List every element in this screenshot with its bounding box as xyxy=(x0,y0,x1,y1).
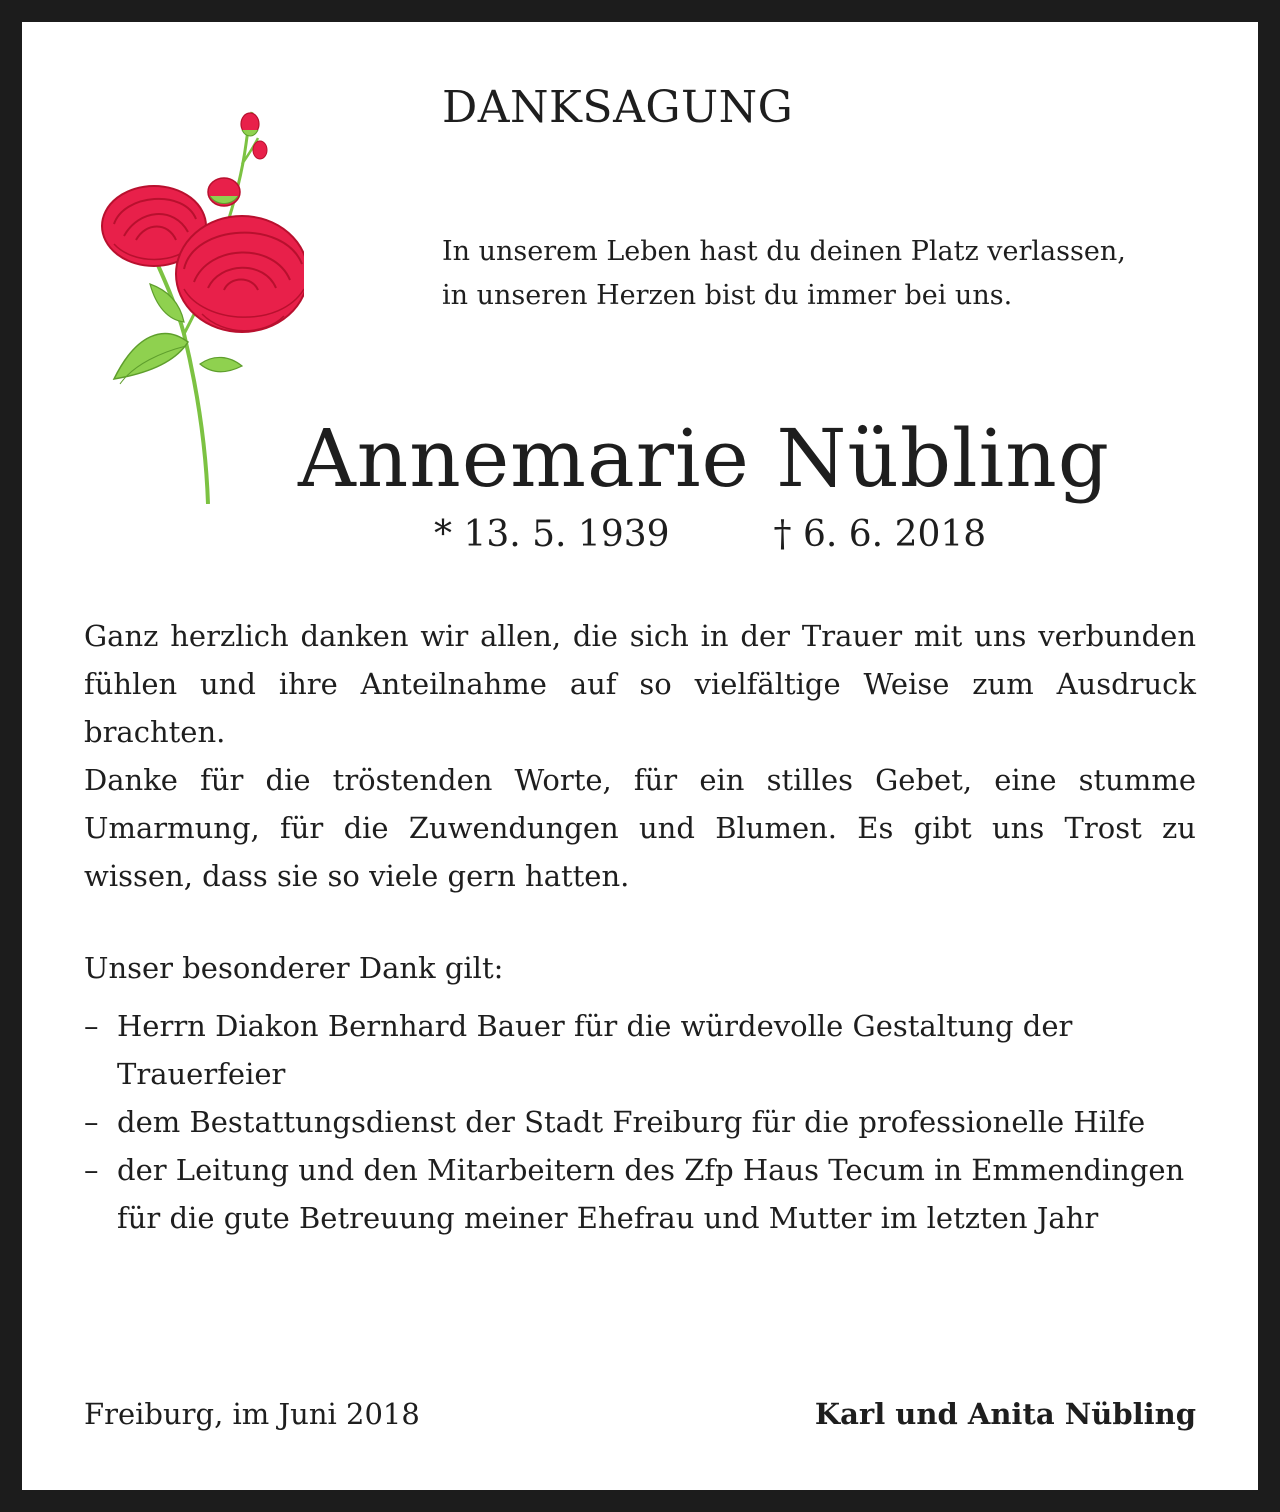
notice-heading: DANKSAGUNG xyxy=(442,82,794,133)
thanks-paragraph: Danke für die tröstenden Worte, für ein stilles Gebet, eine stumme Umarmung, für die Zuwendungen und Blumen. Es gibt uns Trost zu wissen, dass sie so viele gern hatten. xyxy=(84,763,1196,893)
special-thanks-list xyxy=(84,1002,1196,1242)
memorial-motto xyxy=(442,230,1126,318)
special-thanks-intro: Unser besonderer Dank gilt: xyxy=(84,951,504,985)
deceased-name: Annemarie Nübling xyxy=(298,412,1110,505)
list-item-text: der Leitung und den Mitarbeitern des Zfp Haus Tecum in Emmendingen für die gute Betreuung meiner Ehefrau und Mutter im letzten Jahr xyxy=(117,1153,1185,1235)
list-item xyxy=(84,1146,1196,1242)
thanks-paragraph: Ganz herzlich danken wir allen, die sich in der Trauer mit uns verbunden fühlen und ihre Anteilnahme auf so vielfältige Weise zum Ausdruck brachten. xyxy=(84,619,1196,749)
list-dash: – xyxy=(84,1009,99,1043)
motto-line: In unserem Leben hast du deinen Platz verlassen, xyxy=(442,236,1126,267)
list-item-text: Herrn Diakon Bernhard Bauer für die würdevolle Gestaltung der Trauerfeier xyxy=(117,1009,1073,1091)
death-date: † 6. 6. 2018 xyxy=(773,514,987,555)
rose-icon xyxy=(84,84,304,504)
list-dash: – xyxy=(84,1153,99,1187)
list-item-text: dem Bestattungsdienst der Stadt Freiburg für die professionelle Hilfe xyxy=(117,1105,1146,1139)
life-dates xyxy=(434,512,986,558)
list-dash: – xyxy=(84,1105,99,1139)
place-and-date: Freiburg, im Juni 2018 xyxy=(84,1397,420,1431)
list-item xyxy=(84,1002,1196,1098)
motto-line: in unseren Herzen bist du immer bei uns. xyxy=(442,280,1013,311)
list-item xyxy=(84,1098,1196,1146)
thanks-text xyxy=(84,612,1196,900)
birth-date: * 13. 5. 1939 xyxy=(434,514,670,555)
signature: Karl und Anita Nübling xyxy=(814,1397,1196,1431)
